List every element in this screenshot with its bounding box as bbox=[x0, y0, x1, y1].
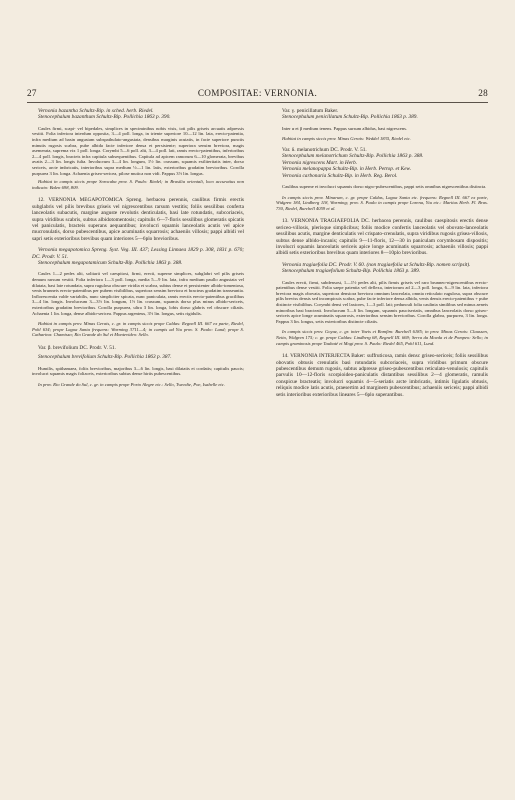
description-paragraph: Caules 1—2 pedes alti, solitarii vel caespitosi, firmi, erecti, superne simplices, subglabri vel pilis griseis demum rarsum vestiti. Folia inferiora 1—3 poll. longa, media 5—9 lin. lata, infra medium paullo angustata vel dilatata, basi late rotundata, supra rugulosa obscure viridia et scabra, subtus dense et persistenter albido-tomentosa, venis brunneis erecto-patentibus per pubem visibilibus, superiora sensim breviora et bracteas gradatim transeuntia. Inflorescentia valde variabilis, nunc simpliciter spicata, nunc paniculata, ramis erectis erecto-patentibus gracilibus 3—4 lin. longis. Involucrum 3—3½ lin. longum, 1½ lin. crassum, squamis dorso plus minus albido-sericeis, exterioribus gradatim brevioribus. Corolla purpurea, ultra 3 lin. longa, lobis dorso glabris vel obscure ciliatis. Achaenia 1 lin. longa, dense albido-sericea. Pappus argenteus, 3½ lin. longus, setis rigidulis. bbox=[32, 271, 244, 316]
description-paragraph: Inter α et β medium tenens. Pappus sursum albidus, basi nigrescens. bbox=[282, 125, 408, 131]
habitat-paragraph: In campis siccis prov. Minarum, c. gr. prope Caldas, Lagoa Santa etc. frequens: Regnell III. 667 ex parte, Widgren 184, Lindberg 118, Warming; prov. S. Paulo in campis prope Lorena, Ytu etc.: Martius Herb. Fl. Bras. 730, Riedel, Burchell 4059 et al. bbox=[276, 194, 488, 211]
synonym-line: Vernonia tragiaefolia DC. Prodr. V. 60. (non tragiaefolia ut Schultz-Bip. nomen scripsit). bbox=[282, 261, 471, 268]
species-heading-paragraph: 14. VERNONIA INTERJECTA Baker: suffruticosa, ramis densc griseo-sericeis; foliis sessilibus obovatis obtusis crenulatis basi rotundatis subcoriaceis, supra viridibus primum obscure pubescentibus demum rugosis, subtus adpresse griseo-pubescentibus reticulato-venulosis; capitulis parvulis 10—12-floris scorpioideo-paniculatis distantibus sessilibus 2—4 glomeratis, ramulis conspicue bracteatis; involucri squamis 4—5-seriatis arcte imbricatis, intimis ligulatis obtusis, reliquis modice latis acutis, praesertim ad marginem pubescentibus; achaeniis sericeis; pappi albidi setis interioribus exterioribus lineares 5—6plo superantibus. bbox=[276, 353, 488, 398]
description-paragraph: Caules erecti, firmi, subdensosi, 1—1½ pedes alti, pilis firmis griseis vel raro brunneo-nigrescentibus erecto-patentibus dense vestiti. Folia saepe patentia vel deflexa, interiorum ad 2—3 poll. longa, 6—9 lin. lata, inferiora breviora magis obovata, superiora densiora breviora omnium lanceolata, omnia reticulato rugulosa, supra obscure pilis breviss densis sed incompicuis scabra, pube facie inferiore densa albida, venis densis erecto-patentibus + pube distincte visibilibus. Corymbi densi vel laxiores, 1—3 poll. lati; pedunculi folia caulinia similibus sed minus aeneis minoribus basi bracteati. Involucrum 5—6 lin. longum, squamis pauciseriatis, omnibus lanceolatis dorso griseo-sericeis apice longe acuminatis squarrosis, exterioribus sensim brevioribus. Corolla glabra, purpurea, 3 lin. longa. Pappus 3 lin. longus, setis exterioribus distincte ciliatis. bbox=[276, 279, 488, 324]
synonym-line: Stenocephalum melanotrichum Schultz-Bip. Pollichia 1863 p. 388. bbox=[282, 153, 424, 160]
habitat-paragraph: Habitat in campis siccis prov. Minas Gerais: Weddel 1835, Riedel etc. bbox=[282, 136, 411, 142]
synonym-line: Vernonia carbonaria Schultz-Bip. in Herb. Reg. Berol. bbox=[282, 172, 398, 179]
synonym-line: Stenocephalum megapotamicum Schultz-Bip. Pollichia 1863 p. 388. bbox=[38, 260, 183, 266]
synonym-line: Stenocephalum penicillatum Schultz-Bip. Pollichia 1863 p. 389. bbox=[282, 114, 418, 121]
synonym-line: Vernonia melanopappa Schultz-Bip. in Herb. Petrop. et Kew. bbox=[282, 166, 412, 173]
page-header bbox=[27, 88, 488, 103]
left-column bbox=[32, 108, 244, 388]
synonym-line: Vernonia bazantha Schultz-Bip. in sched. herb. Riedel. bbox=[38, 108, 154, 114]
description-paragraph: Caules firmi, scapi- vel bipedales, simplices in speciminibus nobis visis, toti pilis griseis arcuatis adpressis vestiti. Folia inferiora interdum opposita, 3—4 poll. longa, in triente superiore 10—12 lin. lata, erecto-patentia, infra medium ad basin angustam subspathulato-angustata, densibus marginis acutatis, in facie superiore punctis minutis rugosis scabra, pube albida facie inferiore densa et persistente; superiora sensim breviora, magis asemerata, suprema vix 1 poll. longa. Corymbi 5—6 poll. alti, 3—4 poll. lati, ramis erecto-patentibus, inferioribus 2—4 poll. longis, bracteis infra capitula subsequentibus. Capitula ad apicem ramorum 6—10 glomerata, brevibus avatis 2—3 lin. longis fulta. Involucrum 3—4 lin. longum, 1½ lin. crassum, squamis exiliteritatis inter, dorso sericeis, arcte imbricatis, interioribus supra medium ½—1 lin. latis, exterioribus gradatim brevioribus. Corolla purpurea 3 lin. longa. Achaenia griseo-sericea, pilose mutica non vidi. Pappus 3½ lin. longus. bbox=[32, 125, 244, 176]
synonym-line: Stenocephalum tragiaefolium Schultz-Bip. Pollichia 1863 p. 389. bbox=[282, 268, 421, 275]
synonym-line: Stenocephalum brevifolium Schultz-Bip. Pollichia 1863 p. 387. bbox=[38, 354, 172, 361]
variety-heading: Var. β. brevifolium DC. Prodr. V. 51. bbox=[38, 344, 116, 351]
right-column bbox=[276, 108, 488, 398]
synonym-line: Vernonia nigrescens Mart. in Herb. bbox=[282, 159, 358, 166]
habitat-paragraph: Habitat in campis prov. Minas Gerais, c. gr. in campis siccis prope Caldas: Regnell III. 667 ex parte, Riedel, Pohl 634; prope Lagoa Santa frequens: Warming 3711—4; in campis ad Ytu prov. S. Paulo: Lund; prope S. Catharina: Chamisso; Rio Grande do Sul et Montevideo: Sello. bbox=[32, 321, 244, 338]
species-heading-paragraph: 13. VERNONIA TRAGIAEFOLIA DC. herbacea perennis, caulibus caespitosis erectis dense sericeo-villosis, plerisque simplicibus; foliis modice confertis lanceolatis vel obovato-lanceolatis sessilibus acutis, margine denticulatis vel crispato-crenulatis, supra viridibus rugosis grisea-villosis, subtus dense albido-incanis; capitulis 9—11-floris, 12—30 in paniculam corymbosam dispositis; involucri squamis lanceolatis sericeis apice longe acuminatis squarrosis; achaeniis villosis; pappi albidi setis exterioribus brevibus quam interiores 8—10plo brevioribus. bbox=[276, 218, 488, 257]
variety-heading: Var. γ. penicillatum Baker. bbox=[282, 108, 339, 114]
running-title: COMPOSITAE: VERNONIA. bbox=[197, 88, 318, 98]
page-number-left: 27 bbox=[27, 88, 37, 98]
habitat-paragraph: In prov. Rio Grande do Sul, c. gr. in campis prope Porto Alegre etc.: Sello, Tweedie, Poe, Isabelle etc. bbox=[38, 381, 225, 387]
description-paragraph: Humilis, spithamaea, foliis brevioribus, majoribus 3—6 lin. longis, basi dilatatis et cordatis; capitulis paucis; involucri squamis magis foliaceis, exterioribus subtus dense hirtis pubescentibus. bbox=[32, 365, 244, 377]
page-number-right: 28 bbox=[478, 88, 488, 98]
habitat-paragraph: In campis siccis prov. Goyaz, c. gr. inter Vaeis et Bomfim: Burchell 6185; in prov. Minas Gerais: Claussen, Netto, Widgren 175; c. gr. prope Caldas: Lindberg 68, Regnell III. 669; Serra da Moeda et de Pompeo: Sello; in campis graminosis prope Taubaté et Mogi prov. S. Paulo: Riedel 465, Pohl 611, Lund. bbox=[276, 329, 488, 346]
synonym-line: Stenocephalum bazanthum Schultz-Bip. Pollichia 1863 p. 390. bbox=[38, 114, 171, 121]
variety-heading: Var. δ. melanotrichum DC. Prodr. V. 51. bbox=[282, 147, 367, 153]
habitat-paragraph: Habitat in campis siccis prope Sorocaba prov. S. Paulo: Riedel; in Brasilia orientali, loco accuratius non indicato: Balen 698, 809. bbox=[32, 179, 244, 190]
species-heading-paragraph: 12. VERNONIA MEGAPOTOMICA Spreng. herbacea perennis, caulibus firmis erectis subglabris vel pilis brevibus griseis vel nigrescentibus rarsum vestitis; foliis sessilibus conferta lanceolatis subacutis, margine anguste revolutis denticulatis, basi late rotundatis, subcoriaceis, supra viridibus scabris, subtus albidotomentosis; capitulis 6—7-floris sessilibus glomeratis spicatis vel paniculatis, bracteis superans aequantibus; involucri squamis lanceolatis acutis vel apice mucronulatis, dorso pubescentibus, apice acuminatis squarrosis; achaeniis villosis; pappi albidi vel sapri setis exterioribus brevibus quam interiores 5—6plo brevioribus. bbox=[32, 197, 244, 242]
description-paragraph: Caulibus superne et involucri squamis dorso nigro-pubescentibus, pappi setis omnibus nigrescentibus distincta. bbox=[282, 184, 487, 190]
synonym-line: Vernonia megapotomica Spreng. Syst. Veg. III. 437; Lessing Linnaea 1829 p. 308, 1831 p. 670; DC. Prodr. V. 51. bbox=[32, 247, 244, 260]
